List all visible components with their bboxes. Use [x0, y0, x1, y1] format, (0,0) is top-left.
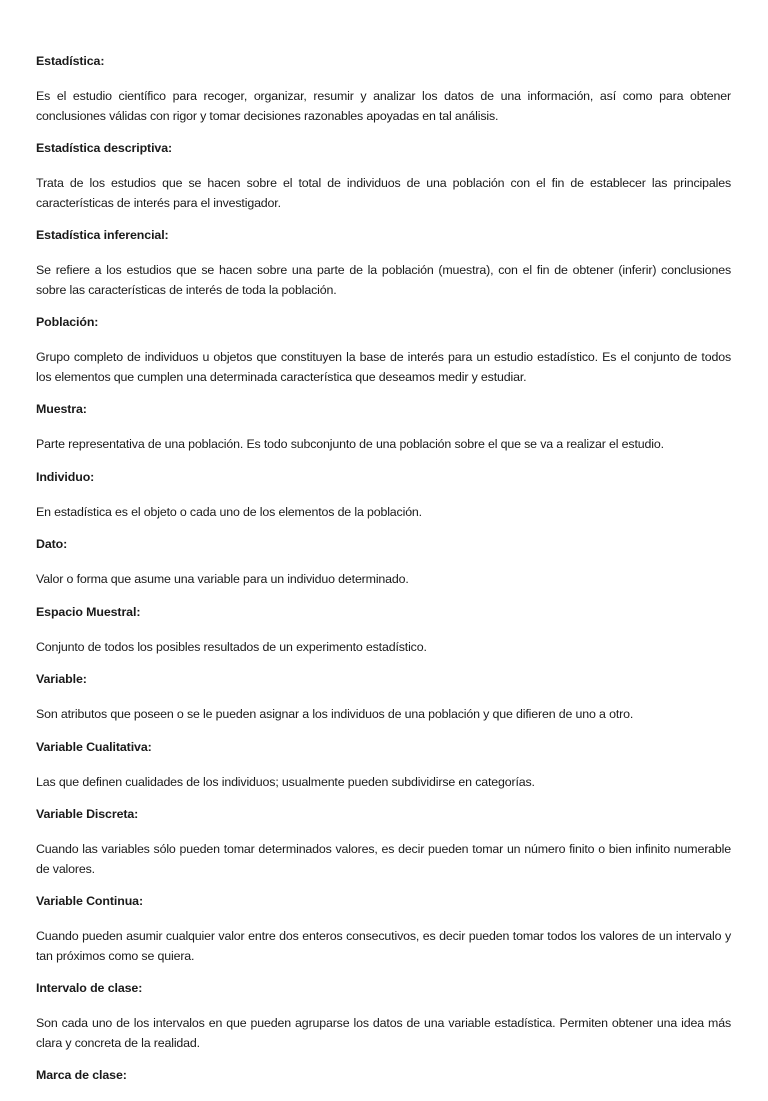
- term-definition: Es el estudio científico para recoger, organizar, resumir y analizar los datos de una información, así como para obtener conclusiones válidas con rigor y tomar decisiones razonables apoyadas en tal análisis.: [36, 89, 731, 123]
- term-heading: Individuo:: [36, 469, 95, 484]
- term-heading: Variable Discreta:: [36, 807, 139, 821]
- term-definition: Cuando las variables sólo pueden tomar determinados valores, es decir pueden tomar un número finito o bien infinito numerable de valores.: [36, 842, 731, 876]
- section-dato: [36, 535, 731, 590]
- term-definition: En estadística es el objeto o cada uno de los elementos de la población.: [36, 504, 422, 519]
- term-definition: Grupo completo de individuos u objetos que constituyen la base de interés para un estudio estadístico. Es el conjunto de todos los elementos que cumplen una determinada característica que deseamos medir y estudiar.: [36, 350, 731, 384]
- term-heading: Intervalo de clase:: [36, 981, 143, 995]
- term-heading: Variable:: [36, 672, 87, 686]
- term-definition: Cuando pueden asumir cualquier valor entre dos enteros consecutivos, es decir pueden tomar todos los valores de un intervalo y tan próximos como se quiera.: [36, 929, 731, 963]
- section-variable-cualitativa: [36, 738, 731, 793]
- term-heading: Estadística descriptiva:: [36, 141, 173, 155]
- term-definition: Valor o forma que asume una variable para un individuo determinado.: [36, 572, 409, 586]
- term-heading: Estadística inferencial:: [36, 228, 169, 242]
- term-definition: Son atributos que poseen o se le pueden asignar a los individuos de una población y que difieren de uno a otro.: [36, 707, 634, 721]
- section-variable-discreta: [36, 805, 731, 879]
- term-heading: Muestra:: [36, 402, 87, 416]
- section-variable: [36, 670, 731, 725]
- section-poblacion: [36, 313, 731, 387]
- section-muestra: [36, 400, 731, 455]
- section-estadistica-inferencial: [36, 226, 731, 300]
- section-marca-de-clase: [36, 1066, 731, 1085]
- term-definition: Se refiere a los estudios que se hacen sobre una parte de la población (muestra), con el fin de obtener (inferir) conclusiones sobre las características de interés de toda la población.: [36, 263, 731, 297]
- term-definition: Trata de los estudios que se hacen sobre el total de individuos de una población con el fin de establecer las principales características de interés para el investigador.: [36, 176, 731, 210]
- section-intervalo-de-clase: [36, 979, 731, 1053]
- term-heading: Marca de clase:: [36, 1068, 127, 1082]
- term-heading: Variable Cualitativa:: [36, 739, 152, 754]
- term-heading: Dato:: [36, 537, 68, 551]
- section-estadistica: [36, 52, 731, 126]
- term-heading: Población:: [36, 315, 99, 329]
- term-definition: Las que definen cualidades de los individuos; usualmente pueden subdividirse en categorías.: [36, 774, 535, 789]
- term-definition: Parte representativa de una población. Es todo subconjunto de una población sobre el que se va a realizar el estudio.: [36, 437, 664, 451]
- term-definition: Son cada uno de los intervalos en que pueden agruparse los datos de una variable estadística. Permiten obtener una idea más clara y concreta de la realidad.: [36, 1016, 731, 1050]
- term-heading: Estadística:: [36, 54, 105, 68]
- term-heading: Variable Continua:: [36, 894, 143, 908]
- document-page: [36, 52, 731, 1101]
- term-heading: Espacio Muestral:: [36, 604, 141, 619]
- section-individuo: [36, 468, 731, 523]
- section-variable-continua: [36, 892, 731, 966]
- section-estadistica-descriptiva: [36, 139, 731, 213]
- section-espacio-muestral: [36, 603, 731, 658]
- term-definition: Conjunto de todos los posibles resultados de un experimento estadístico.: [36, 639, 427, 654]
